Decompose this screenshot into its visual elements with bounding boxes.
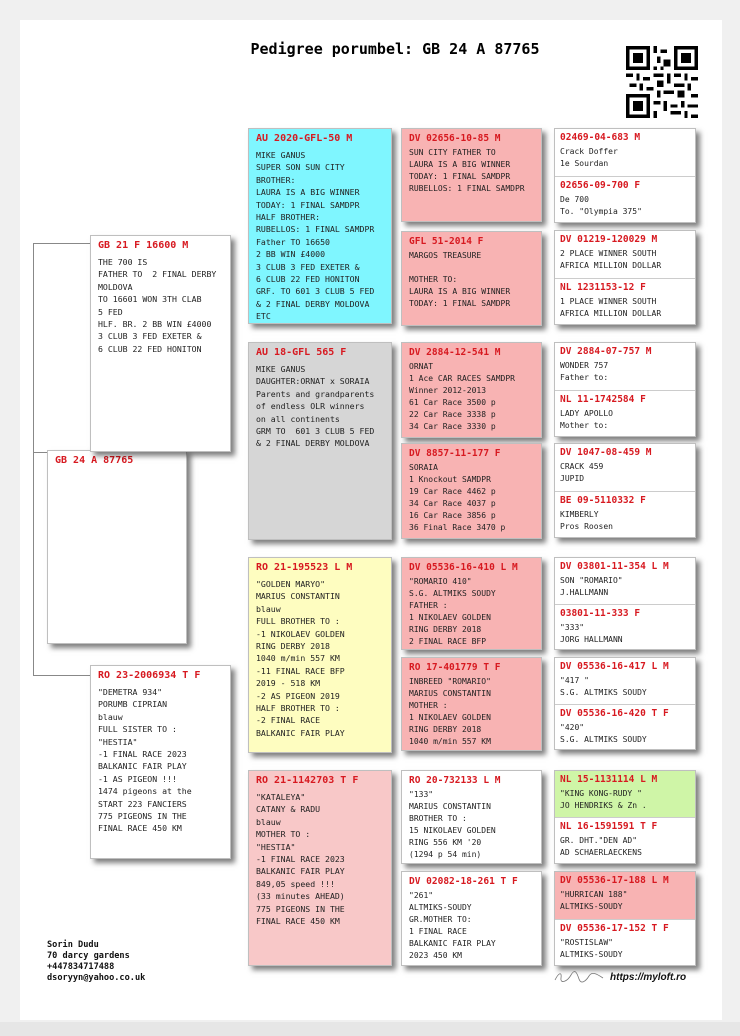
connector-line <box>33 452 47 453</box>
gen4-details: GR. DHT."DEN AD" AD SCHAERLAECKENS <box>560 836 642 857</box>
gen4-entry[interactable] <box>555 176 695 223</box>
gen4-details: "HURRICAN 188" ALTMIKS-SOUDY <box>560 890 628 911</box>
gen4-ring: DV 03801-11-354 L M <box>560 561 669 572</box>
gen4-details: 2 PLACE WINNER SOUTH AFRICA MILLION DOLLAR <box>560 249 662 270</box>
granddam-paternal-card[interactable] <box>248 342 392 540</box>
gen4-details: LADY APOLLO Mother to: <box>560 409 613 430</box>
gen4-entry[interactable] <box>555 817 695 864</box>
gen4-details: KIMBERLY Pros Roosen <box>560 510 613 531</box>
gen4-ring: NL 15-1131114 L M <box>560 774 658 785</box>
gen4-details: "420" S.G. ALTMIKS SOUDY <box>560 723 647 744</box>
gen4-details: 1 PLACE WINNER SOUTH AFRICA MILLION DOLLAR <box>560 297 662 318</box>
gen3-details: "ROMARIO 410" S.G. ALTMIKS SOUDY FATHER : 1 NIKOLAEV GOLDEN RING DERBY 2018 2 FINAL RACE BFP <box>409 577 496 646</box>
gen3-details: SUN CITY FATHER TO LAURA IS A BIG WINNER TODAY: 1 FINAL SAMDPR RUBELLOS: 1 FINAL SAMDPR <box>409 148 525 193</box>
gen4-ring: 02656-09-700 F <box>560 180 641 191</box>
gen4-pair-card[interactable] <box>554 871 696 966</box>
gen4-entry[interactable] <box>555 558 695 604</box>
gen4-pair-card[interactable] <box>554 443 696 538</box>
sire-ring: GB 21 F 16600 M <box>98 240 189 251</box>
granddam-paternal-ring: AU 18-GFL 565 F <box>256 347 347 358</box>
gen3-details: INBREED "ROMARIO" MARIUS CONSTANTIN MOTHER : 1 NIKOLAEV GOLDEN RING DERBY 2018 1040 m/min 557 KM <box>409 677 491 746</box>
owner-phone: +447834717488 <box>47 962 115 972</box>
gen4-ring: DV 01219-120029 M <box>560 234 658 245</box>
connector-line <box>33 675 90 676</box>
owner-contact <box>47 940 145 984</box>
gen4-ring: 02469-04-683 M <box>560 132 641 143</box>
gen3-ring: DV 8857-11-177 F <box>409 448 501 459</box>
gen4-pair-card[interactable] <box>554 230 696 325</box>
bottom-strip <box>0 1022 740 1036</box>
gen3-details: ORNAT 1 Ace CAR RACES SAMDPR Winner 2012-2013 61 Car Race 3500 p 22 Car Race 3338 p 34 Car Race 3330 p <box>409 362 515 431</box>
gen4-pair-card[interactable] <box>554 657 696 750</box>
gen4-details: "ROSTISLAW" ALTMIKS-SOUDY <box>560 938 623 959</box>
connector-line <box>33 243 34 675</box>
gen4-ring: DV 2884-07-757 M <box>560 346 652 357</box>
grandsire-maternal-ring: RO 21-195523 L M <box>256 562 353 573</box>
gen4-pair-card[interactable] <box>554 770 696 864</box>
gen4-ring: BE 09-5110332 F <box>560 495 646 506</box>
owner-address: 70 darcy gardens <box>47 951 130 961</box>
gen4-entry[interactable] <box>555 872 695 919</box>
gen3-details: MARGOS TREASURE MOTHER TO: LAURA IS A BIG WINNER TODAY: 1 FINAL SAMDPR <box>409 251 511 308</box>
dam-ring: RO 23-2006934 T F <box>98 670 201 681</box>
gen4-entry[interactable] <box>555 604 695 650</box>
gen4-details: SON "ROMARIO" J.HALLMANN <box>560 576 623 597</box>
gen4-details: "KING KONG-RUDY " JO HENDRIKS & Zn . <box>560 789 647 810</box>
grandsire-maternal-details: "GOLDEN MARYO" MARIUS CONSTANTIN blauw FULL BROTHER TO : -1 NIKOLAEV GOLDEN RING DERBY 2018 1040 m/min 557 KM -11 FINAL RACE BFP 2019 - 518 KM -2 AS PIGEON 2019 HALF BROTHER TO : -2 FINAL RACE BALKANIC FAIR PLAY <box>256 579 345 738</box>
gen4-entry[interactable] <box>555 771 695 817</box>
gen4-pair-card[interactable] <box>554 128 696 223</box>
gen4-entry[interactable] <box>555 658 695 704</box>
gen4-ring: DV 05536-17-152 T F <box>560 923 669 934</box>
gen3-card[interactable] <box>401 231 542 326</box>
granddam-maternal-details: "KATALEYA" CATANY & RADU blauw MOTHER TO : "HESTIA" -1 FINAL RACE 2023 BALKANIC FAIR PLAY 849,05 speed !!! (33 minutes AHEAD) 775 PIGEONS IN THE FINAL RACE 450 KM <box>256 792 345 927</box>
gen4-entry[interactable] <box>555 343 695 390</box>
gen4-ring: DV 1047-08-459 M <box>560 447 652 458</box>
gen3-ring: DV 05536-16-410 L M <box>409 562 518 573</box>
gen4-entry[interactable] <box>555 278 695 325</box>
gen4-details: WONDER 757 Father to: <box>560 361 609 382</box>
gen3-card[interactable] <box>401 871 542 966</box>
granddam-maternal-card[interactable] <box>248 770 392 966</box>
gen4-pair-card[interactable] <box>554 342 696 437</box>
qr-code-icon <box>626 46 698 118</box>
gen3-ring: DV 02656-10-85 M <box>409 133 501 144</box>
dam-details: "DEMETRA 934" PORUMB CIPRIAN blauw FULL SISTER TO : "HESTIA" -1 FINAL RACE 2023 BALKANIC FAIR PLAY -1 AS PIGEON !!! 1474 pigeons at the START 223 FANCIERS 775 PIGEONS IN THE FINAL RACE 450 KM <box>98 687 192 834</box>
sire-details: THE 700 IS FATHER TO 2 FINAL DERBY MOLDOVA TO 16601 WON 3TH CLAB 5 FED HLF. BR. 2 BB WIN £4000 3 CLUB 3 FED EXETER & 6 CLUB 22 FED HONITON <box>98 257 217 354</box>
gen3-card[interactable] <box>401 770 542 864</box>
gen4-details: "333" JORG HALLMANN <box>560 623 623 644</box>
grandsire-paternal-details: MIKE GANUS SUPER SON SUN CITY BROTHER: LAURA IS A BIG WINNER TODAY: 1 FINAL SAMDPR HALF BROTHER: RUBELLOS: 1 FINAL SAMDPR Father TO 16650 2 BB WIN £4000 3 CLUB 3 FED EXETER & 6 CLUB 22 FED HONITON GRF. TO 601 3 CLUB 5 FED & 2 FINAL DERBY MOLDOVA ETC <box>256 150 375 322</box>
page-title: Pedigree porumbel: GB 24 A 87765 <box>250 40 540 58</box>
grandsire-paternal-ring: AU 2020-GFL-50 M <box>256 133 353 144</box>
gen3-card[interactable] <box>401 557 542 650</box>
gen3-card[interactable] <box>401 128 542 222</box>
gen3-ring: GFL 51-2014 F <box>409 236 484 247</box>
granddam-maternal-ring: RO 21-1142703 T F <box>256 775 359 786</box>
subject-ring: GB 24 A 87765 <box>55 455 134 466</box>
gen4-ring: DV 05536-16-420 T F <box>560 708 669 719</box>
signature-icon <box>553 970 605 984</box>
gen4-entry[interactable] <box>555 444 695 491</box>
gen3-ring: DV 2884-12-541 M <box>409 347 501 358</box>
owner-name: Sorin Dudu <box>47 940 99 950</box>
gen3-details: SORAIA 1 Knockout SAMDPR 19 Car Race 4462 p 34 Car Race 4037 p 16 Car Race 3856 p 36 Final Race 3470 p <box>409 463 506 532</box>
gen4-ring: 03801-11-333 F <box>560 608 641 619</box>
gen4-entry[interactable] <box>555 919 695 966</box>
subject-card[interactable] <box>47 450 187 644</box>
gen3-card[interactable] <box>401 657 542 751</box>
gen4-ring: DV 05536-16-417 L M <box>560 661 669 672</box>
sire-card[interactable] <box>90 235 231 452</box>
gen4-pair-card[interactable] <box>554 557 696 650</box>
gen4-entry[interactable] <box>555 491 695 538</box>
website-link[interactable]: https://myloft.ro <box>610 972 687 983</box>
gen4-entry[interactable] <box>555 231 695 278</box>
gen4-details: Crack Doffer 1e Sourdan <box>560 147 618 168</box>
gen3-details: "133" MARIUS CONSTANTIN BROTHER TO : 15 NIKOLAEV GOLDEN RING 556 KM '20 (1294 p 54 min) <box>409 790 496 859</box>
gen4-entry[interactable] <box>555 129 695 176</box>
connector-line <box>33 243 90 244</box>
gen4-ring: NL 16-1591591 T F <box>560 821 658 832</box>
gen3-details: "261" ALTMIKS-SOUDY GR.MOTHER TO: 1 FINAL RACE BALKANIC FAIR PLAY 2023 450 KM <box>409 891 496 960</box>
gen4-ring: NL 11-1742584 F <box>560 394 646 405</box>
gen3-card[interactable] <box>401 443 542 539</box>
granddam-paternal-details: MIKE GANUS DAUGHTER:ORNAT x SORAIA Parents and grandparents of endless OLR winners on all continents GRM TO 601 3 CLUB 5 FED & 2 FINAL DERBY MOLDOVA <box>256 364 375 449</box>
gen4-ring: NL 1231153-12 F <box>560 282 646 293</box>
gen4-details: De 700 To. "Olympia 375" <box>560 195 642 216</box>
gen4-details: "417 " S.G. ALTMIKS SOUDY <box>560 676 647 697</box>
gen3-card[interactable] <box>401 342 542 438</box>
grandsire-maternal-card[interactable] <box>248 557 392 753</box>
gen4-details: CRACK 459 JUPID <box>560 462 604 483</box>
dam-card[interactable] <box>90 665 231 859</box>
owner-email: dsoryyn@yahoo.co.uk <box>47 973 146 983</box>
gen4-entry[interactable] <box>555 390 695 437</box>
gen4-ring: DV 05536-17-188 L M <box>560 875 669 886</box>
grandsire-paternal-card[interactable] <box>248 128 392 324</box>
gen4-entry[interactable] <box>555 704 695 750</box>
gen3-ring: RO 20-732133 L M <box>409 775 501 786</box>
gen3-ring: DV 02082-18-261 T F <box>409 876 518 887</box>
gen3-ring: RO 17-401779 T F <box>409 662 501 673</box>
